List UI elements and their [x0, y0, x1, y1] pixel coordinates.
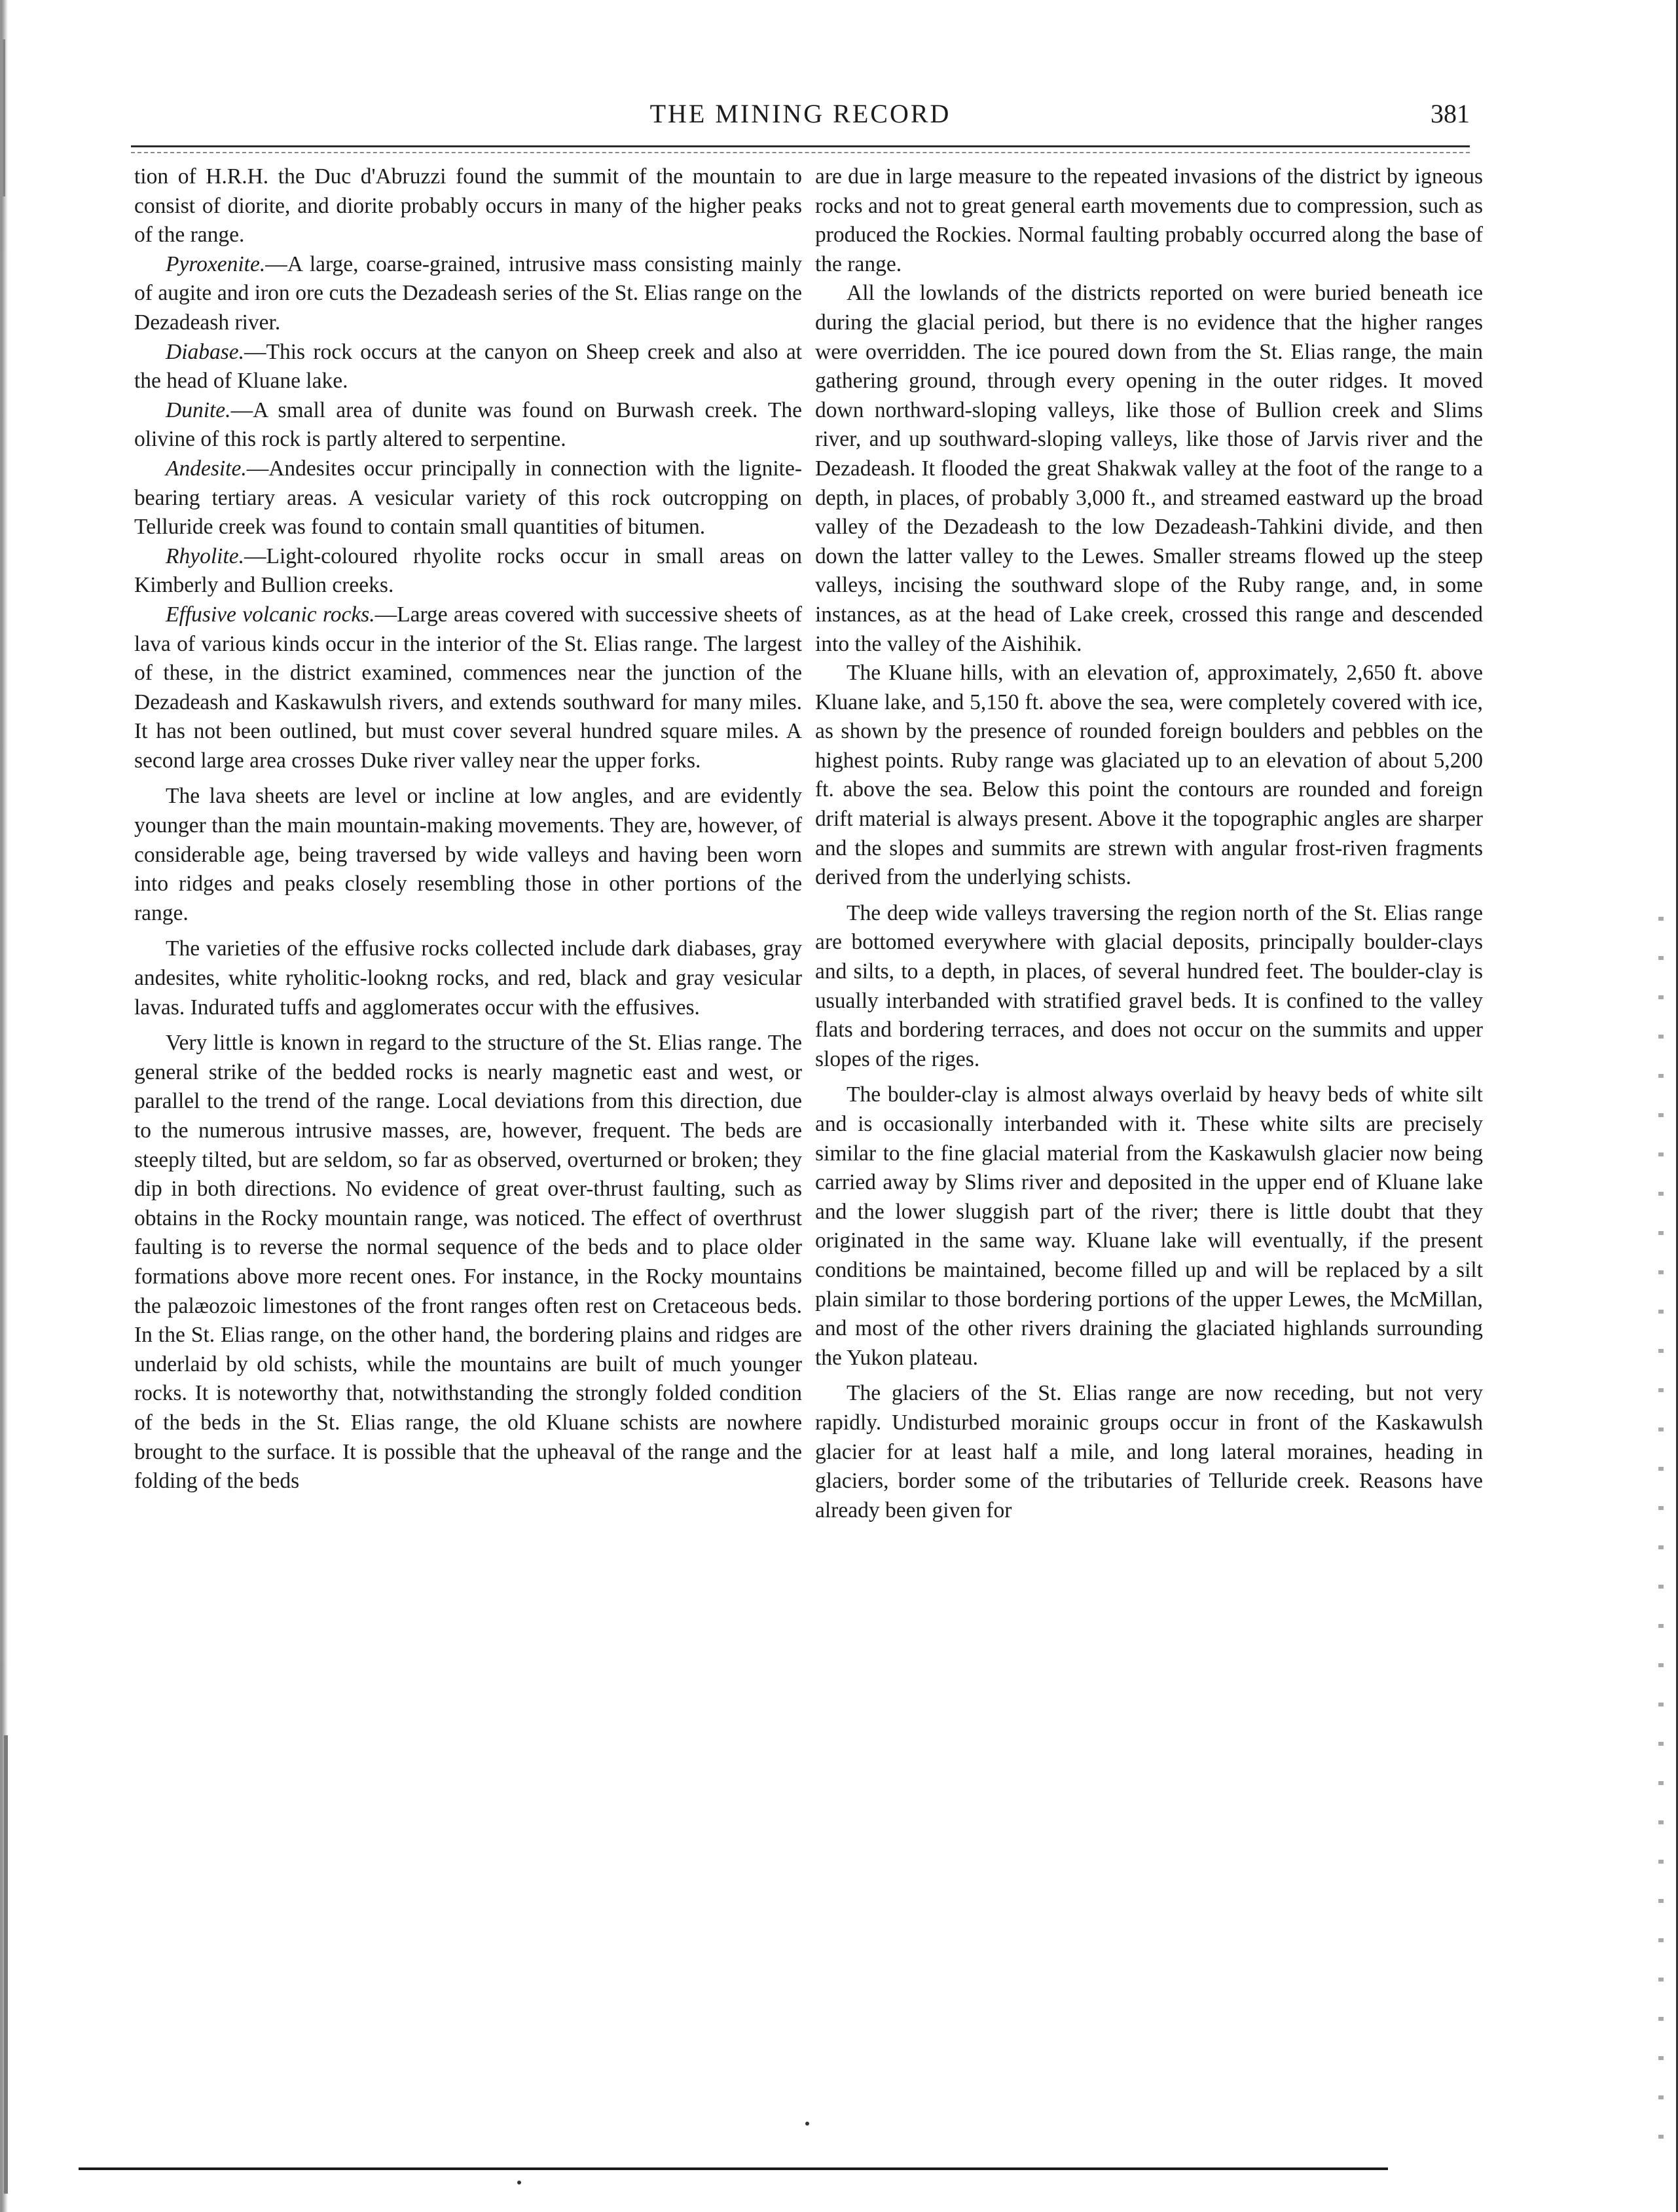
paragraph [815, 1080, 1483, 1373]
paragraph [815, 899, 1483, 1075]
paragraph [134, 338, 802, 396]
scan-edge-left [0, 0, 14, 2212]
paragraph [815, 1379, 1483, 1525]
paragraph-text: The boulder-clay is almost always overlaid by heavy beds of white silt and is occasionally interbanded with it. These white silts are precisely similar to the fine glacial material from the Kaskawulsh glacier now being carried away by Slims river and deposited in the upper end of Kluane lake and the lower sluggish part of the river; there is little doubt that they originated in the same way. Kluane lake will eventually, if the present conditions be maintained, become filled up and will be replaced by a silt plain similar to those bordering portions of the upper Lewes, the McMillan, and most of the other rivers draining the glaciated highlands surrounding the Yukon plateau. [815, 1082, 1483, 1370]
scan-edge-right [1658, 0, 1678, 2212]
paragraph [134, 934, 802, 1022]
paragraph-text: The lava sheets are level or incline at low angles, and are evidently younger than the main mountain-making movements. They are, however, of considerable age, being traversed by wide valleys and having been worn into ridges and peaks closely resembling those in other portions of the range. [134, 784, 802, 925]
paragraph [134, 396, 802, 454]
paragraph [134, 782, 802, 928]
paragraph [815, 659, 1483, 893]
print-speck [517, 2181, 521, 2184]
paragraph-text: —This rock occurs at the canyon on Sheep creek and also at the head of Kluane lake. [134, 339, 802, 394]
paragraph-text: —Large areas covered with successive sheets of lava of various kinds occur in the interior of the St. Elias range. The largest of these, in the district examined, commences near the junction of the Dezadeash and Kaskawulsh rivers, and extends southward for many miles. It has not been outlined, but must cover several hundred square miles. A second large area crosses Duke river valley near the upper forks. [134, 602, 802, 773]
paragraph [134, 600, 802, 776]
paragraph-term: Effusive volcanic rocks. [166, 602, 375, 627]
running-title: THE MINING RECORD [649, 99, 951, 128]
paragraph-term: Diabase. [166, 339, 245, 364]
paragraph [134, 250, 802, 338]
paragraph-term: Rhyolite. [166, 544, 244, 568]
paragraph-text: —A small area of dunite was found on Burwash creek. The olivine of this rock is partly altered to serpentine. [134, 397, 802, 452]
paragraph [815, 162, 1483, 279]
page-header [131, 98, 1470, 138]
paragraph [815, 279, 1483, 659]
paragraph-text: The Kluane hills, with an elevation of, approximately, 2,650 ft. above Kluane lake, and 5,150 ft. above the sea, were completely covered with ice, as shown by the presence of rounded foreign boulders and pebbles on the highest points. Ruby range was glaciated up to an elevation of about 5,200 ft. above the sea. Below this point the contours are rounded and foreign drift material is always present. Above it the topographic angles are sharper and the slopes and summits are strewn with angular frost-riven fragments derived from the underlying schists. [815, 661, 1483, 890]
scan-mark [3, 39, 5, 196]
header-rule [131, 145, 1470, 147]
paragraph [134, 162, 802, 250]
paragraph-text: tion of H.R.H. the Duc d'Abruzzi found the summit of the mountain to consist of diorite, and diorite probably occurs in many of the higher peaks of the range. [134, 164, 802, 248]
paragraph-term: Andesite. [166, 456, 247, 481]
paragraph-text: Very little is known in regard to the structure of the St. Elias range. The general strike of the bedded rocks is nearly magnetic east and west, or parallel to the trend of the range. Local deviations from this direction, due to the numerous intrusive masses, are, however, frequent. The beds are steeply tilted, but are seldom, so far as observed, overturned or broken; they dip in both directions. No evidence of great over-thrust faulting, such as obtains in the Rocky mountain range, was noticed. The effect of overthrust faulting is to reverse the normal sequence of the beds and to place older formations above more recent ones. For instance, in the Rocky mountains the palæozoic limestones of the front ranges often rest on Cretaceous beds. In the St. Elias range, on the other hand, the bordering plains and ridges are underlaid by old schists, while the mountains are built of much younger rocks. It is noteworthy that, notwithstanding the strongly folded condition of the beds in the St. Elias range, the old Kluane schists are nowhere brought to the surface. It is possible that the upheaval of the range and the folding of the beds [134, 1031, 802, 1494]
print-speck [805, 2122, 809, 2126]
paragraph [134, 542, 802, 600]
paragraph-term: Dunite. [166, 397, 231, 422]
paragraph-text: The varieties of the effusive rocks collected include dark diabases, gray andesites, white ryholitic-lookng rocks, and red, black and gray vesicular lavas. Indurated tuffs and agglomerates occur with the effusives. [134, 936, 802, 1020]
scan-mark [4, 1735, 8, 2194]
paragraph-term: Pyroxenite. [166, 251, 266, 276]
left-column [134, 162, 802, 2081]
paragraph-text: The deep wide valleys traversing the region north of the St. Elias range are bottomed everywhere with glacial deposits, principally boulder-clays and silts, to a depth, in places, of several hundred feet. The boulder-clay is usually interbanded with stratified gravel beds. It is confined to the valley flats and bordering terraces, and does not occur on the summits and upper slopes of the riges. [815, 900, 1483, 1071]
paragraph-text: All the lowlands of the districts reported on were buried beneath ice during the glacial period, but there is no evidence that the higher ranges were overridden. The ice poured down from the St. Elias range, the main gathering ground, through every opening in the outer ridges. It moved down northward-sloping valleys, like those of Bullion creek and Slims river, and up southward-sloping valleys, like those of Jarvis river and the Dezadeash. It flooded the great Shakwak valley at the foot of the range to a depth, in places, of probably 3,000 ft., and streamed eastward up the broad valley of the Dezadeash to the low Dezadeash-Tahkini divide, and then down the latter valley to the Lewes. Smaller streams flowed up the steep valleys, incising the southward slope of the Ruby range, and, in some instances, as at the head of Lake creek, crossed this range and descended into the valley of the Aishihik. [815, 281, 1483, 656]
paragraph-text: —Light-coloured rhyolite rocks occur in small areas on Kimberly and Bullion creeks. [134, 544, 802, 598]
paragraph [134, 454, 802, 542]
header-rule-secondary [131, 152, 1470, 153]
right-column [815, 162, 1483, 2081]
page-number: 381 [1431, 99, 1470, 128]
scan-specks [1658, 917, 1664, 2161]
paragraph [134, 1029, 802, 1496]
paragraph-text: —Andesites occur principally in connection with the lignite-bearing tertiary areas. A vesicular variety of this rock outcropping on Telluride creek was found to contain small quantities of bitumen. [134, 456, 802, 540]
paragraph-text: The glaciers of the St. Elias range are now receding, but not very rapidly. Undisturbed morainic groups occur in front of the Kaskawulsh glacier for at least half a mile, and long lateral moraines, heading in glaciers, border some of the tributaries of Telluride creek. Reasons have already been given for [815, 1381, 1483, 1522]
paragraph-text: —A large, coarse-grained, intrusive mass consisting mainly of augite and iron ore cuts the Dezadeash series of the St. Elias range on the Dezadeash river. [134, 251, 802, 335]
footer-rule [79, 2167, 1388, 2170]
paragraph-text: are due in large measure to the repeated invasions of the district by igneous rocks and not to great general earth movements due to compression, such as produced the Rockies. Normal faulting probably occurred along the base of the range. [815, 164, 1483, 276]
